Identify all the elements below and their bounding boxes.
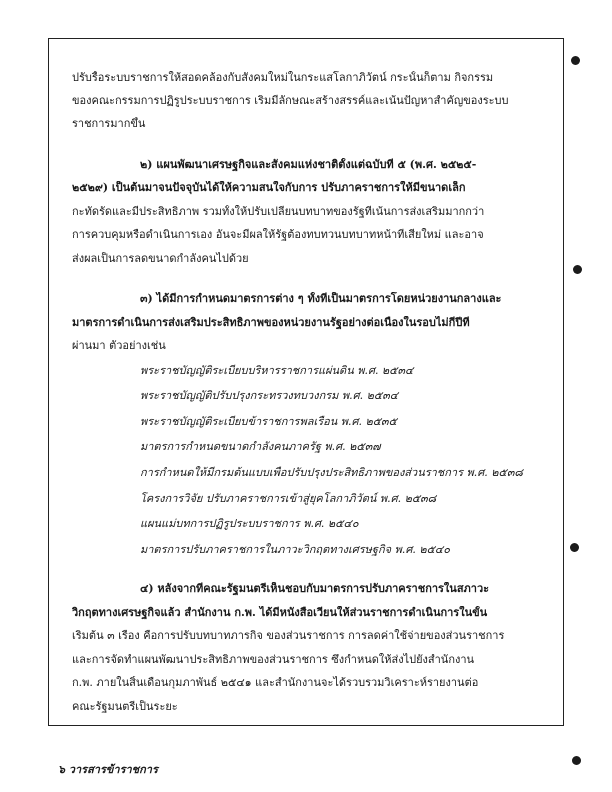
paragraph-line: ราชการมากขึ้น: [72, 117, 146, 130]
paragraph-line: ๔) หลังจากที่คณะรัฐมนตรีเห็นชอบกับมาตรการปรับภาคราชการในสภาวะ: [140, 582, 490, 595]
paragraph-line: ผ่านมา ตัวอย่างเช่น: [72, 339, 166, 352]
paragraph-line: ๓) ได้มีการกำหนดมาตรการต่าง ๆ ทั้งที่เป็นมาตรการโดยหน่วยงานกลางและ: [140, 292, 502, 305]
paragraph-line: และการจัดทำแผนพัฒนาประสิทธิภาพของส่วนราชการ ซึ่งกำหนดให้ส่งไปยังสำนักงาน: [72, 653, 475, 666]
paragraph-line: การควบคุมหรือดำเนินการเอง อันจะมีผลให้รัฐต้องทบทวนบทบาทหน้าที่เสียใหม่ และอาจ: [72, 228, 484, 241]
example-item: พระราชบัญญัติระเบียบบริหารราชการแผ่นดิน พ.ศ. ๒๕๓๔: [140, 364, 414, 377]
paragraph-line: ของคณะกรรมการปฏิรูประบบราชการ เริ่มมีลักษณะสร้างสรรค์และเน้นปัญหาสำคัญของระบบ: [72, 94, 509, 107]
example-item: แผนแม่บทการปฏิรูประบบราชการ พ.ศ. ๒๕๔๐: [140, 517, 359, 530]
example-item: การกำหนดให้มีกรมต้นแบบเพื่อปรับปรุงประสิทธิภาพของส่วนราชการ พ.ศ. ๒๕๓๘: [140, 466, 523, 479]
page-footer: ๖ วารสารข้าราชการ: [58, 763, 158, 776]
paragraph-line: ก.พ. ภายในสิ้นเดือนกุมภาพันธ์ ๒๕๔๑ และสำนักงานจะได้รวบรวมวิเคราะห์รายงานต่อ: [72, 676, 479, 689]
paragraph-line: กะทัดรัดและมีประสิทธิภาพ รวมทั้งให้ปรับเปลี่ยนบทบาทของรัฐที่เน้นการส่งเสริมมากกว่า: [72, 205, 485, 218]
paragraph-line: คณะรัฐมนตรีเป็นระยะ: [72, 700, 178, 713]
example-item: พระราชบัญญัติปรับปรุงกระทรวงทบวงกรม พ.ศ. ๒๕๓๔: [140, 389, 399, 402]
paragraph-line: ส่งผลเป็นการลดขนาดกำลังคนไปด้วย: [72, 252, 249, 265]
example-item: พระราชบัญญัติระเบียบข้าราชการพลเรือน พ.ศ. ๒๕๓๕: [140, 415, 397, 428]
paragraph-line: ๒๕๒๙) เป็นต้นมาจนปัจจุบันได้ให้ความสนใจกับการ ปรับภาคราชการให้มีขนาดเล็ก: [72, 181, 466, 194]
paragraph-line: เริ่มต้น ๓ เรื่อง คือการปรับบทบาทภารกิจ ของส่วนราชการ การลดค่าใช้จ่ายของส่วนราชการ: [72, 629, 505, 642]
example-item: โครงการวิจัย ปรับภาคราชการเข้าสู่ยุคโลกาภิวัตน์ พ.ศ. ๒๕๓๘: [140, 492, 437, 505]
paragraph-line: ปรับรื้อระบบราชการให้สอดคล้องกับสังคมใหม่ในกระแสโลกาภิวัตน์ กระนั้นก็ตาม กิจกรรม: [72, 71, 494, 84]
paragraph-line: วิกฤตทางเศรษฐกิจแล้ว สำนักงาน ก.พ. ได้มีหนังสือเวียนให้ส่วนราชการดำเนินการในขั้น: [72, 606, 488, 619]
example-item: มาตรการปรับภาคราชการในภาวะวิกฤตทางเศรษฐกิจ พ.ศ. ๒๕๔๐: [140, 543, 450, 556]
paragraph-line: มาตรการดำเนินการส่งเสริมประสิทธิภาพของหน่วยงานรัฐอย่างต่อเนื่องในรอบไม่กี่ปีที่: [72, 316, 470, 329]
example-item: มาตรการกำหนดขนาดกำลังคนภาครัฐ พ.ศ. ๒๕๓๗: [140, 440, 381, 453]
paragraph-line: ๒) แผนพัฒนาเศรษฐกิจและสังคมแห่งชาติตั้งแต่ฉบับที่ ๕ (พ.ศ. ๒๕๒๕-: [140, 158, 477, 171]
